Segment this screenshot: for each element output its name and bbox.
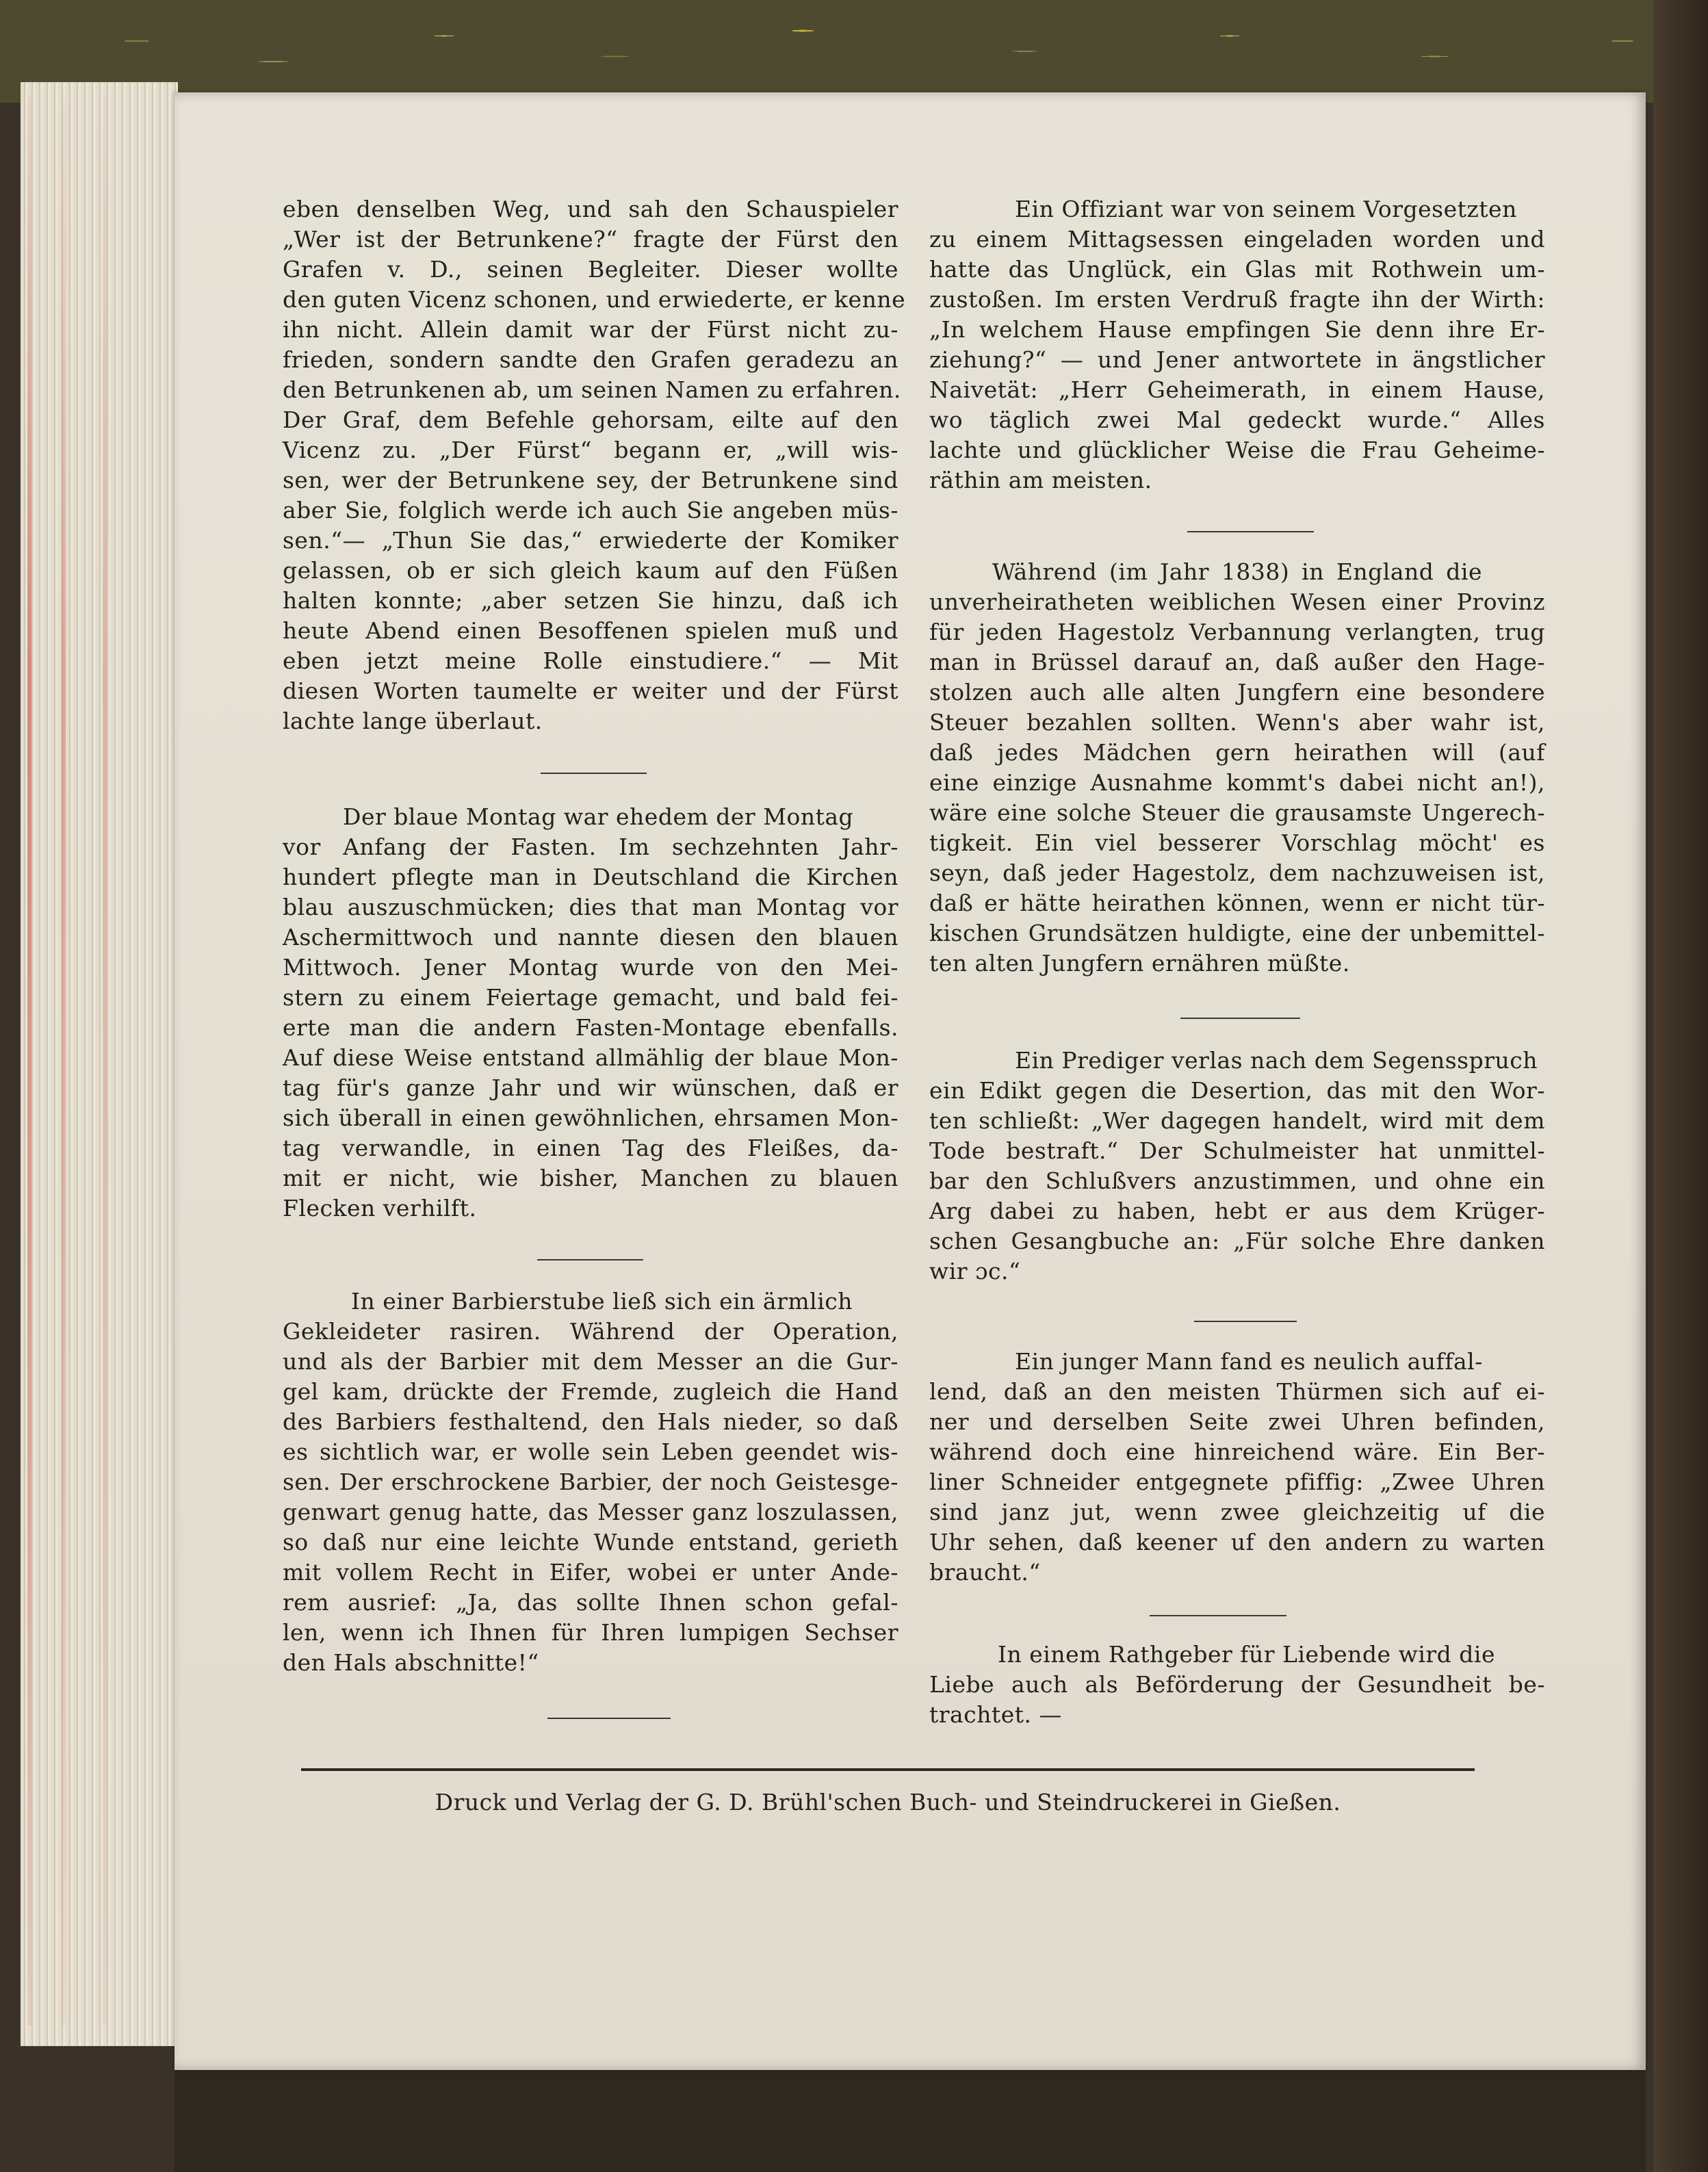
text-line: trachtet. — [929,1701,1062,1728]
text-line: sich überall in einen gewöhnlichen, ehrsamen Mon- [283,1104,898,1131]
text-line: tag verwandle, in einen Tag des Fleißes, da- [283,1135,898,1161]
red-edge-stain [62,96,66,2026]
text-line: für jeden Hagestolz Verbannung verlangten, trug [929,619,1545,645]
text-line: sen. Der erschrockene Barbier, der noch Geistesge- [283,1469,898,1495]
text-line: In einem Rathgeber für Liebende wird die [998,1641,1495,1668]
text-line: „In welchem Hause empfingen Sie denn ihre Er- [929,316,1545,343]
text-line: des Barbiers festhaltend, den Hals nieder, so daß [283,1408,898,1435]
text-line: lachte und glücklicher Weise die Frau Geheime- [929,437,1545,463]
text-line: genwart genug hatte, das Messer ganz loszulassen, [283,1499,898,1525]
text-line: ner und derselben Seite zwei Uhren befinden, [929,1408,1545,1435]
text-line: ein Edikt gegen die Desertion, das mit den Wor- [929,1077,1545,1104]
left-paragraph-2 [283,802,898,1224]
text-line: den Betrunkenen ab, um seinen Namen zu erfahren. [283,376,901,403]
text-line: wo täglich zwei Mal gedeckt wurde.“ Alles [929,406,1545,433]
text-line: aber Sie, folglich werde ich auch Sie angeben müs- [283,497,898,523]
text-line: Uhr sehen, daß keener uf den andern zu warten [929,1529,1545,1555]
text-line: hatte das Unglück, ein Glas mit Rothwein um- [929,256,1545,283]
text-line: räthin am meisten. [929,467,1152,493]
text-line: sind janz jut, wenn zwee gleichzeitig uf die [929,1499,1545,1525]
text-line: In einer Barbierstube ließ sich ein ärmlich [351,1288,853,1315]
text-line: mit er nicht, wie bisher, Manchen zu blauen [283,1165,898,1191]
left-paragraph-1 [283,194,906,736]
text-line: Mittwoch. Jener Montag wurde von den Mei- [283,954,898,981]
text-line: gelassen, ob er sich gleich kaum auf den Füßen [283,557,898,584]
text-line: tag für's ganze Jahr und wir wünschen, daß er [283,1074,898,1101]
text-line: Ein Prediger verlas nach dem Segensspruch [1015,1047,1538,1074]
red-edge-stain [103,96,107,2026]
section-divider [1150,1615,1286,1616]
text-line: gel kam, drückte der Fremde, zugleich die Hand [283,1378,898,1405]
text-line: liner Schneider entgegnete pfiffig: „Zwee Uhren [929,1469,1545,1495]
text-line: daß er hätte heirathen können, wenn er nicht tür- [929,890,1545,916]
text-line: hundert pflegte man in Deutschland die Kirchen [283,864,898,890]
text-line: es sichtlich war, er wolle sein Leben geendet wis- [283,1438,898,1465]
text-line: Naivetät: „Herr Geheimerath, in einem Hause, [929,376,1545,403]
right-paragraph-3 [929,1046,1545,1287]
text-line: Flecken verhilft. [283,1195,477,1221]
text-line: Liebe auch als Beförderung der Gesundheit be- [929,1671,1545,1698]
right-paragraph-2 [929,557,1545,979]
text-line: Grafen v. D., seinen Begleiter. Dieser wollte [283,256,898,283]
text-line: Während (im Jahr 1838) in England die [992,558,1482,585]
right-paragraph-5 [929,1640,1545,1730]
text-line: Der blaue Montag war ehedem der Montag [343,803,854,830]
text-line: Tode bestraft.“ Der Schulmeister hat unmittel- [929,1137,1545,1164]
text-line: diesen Worten taumelte er weiter und der Fürst [283,677,898,704]
text-line: sen.“— „Thun Sie das,“ erwiederte der Komiker [283,527,898,554]
text-line: vor Anfang der Fasten. Im sechzehnten Jahr- [283,833,898,860]
text-line: Ein Offiziant war von seinem Vorgesetzten [1015,196,1517,222]
text-line: halten konnte; „aber setzen Sie hinzu, daß ich [283,587,898,614]
section-divider [1180,1018,1300,1019]
text-line: blau auszuschmücken; dies that man Montag vor [283,894,898,920]
footer-rule [301,1768,1475,1771]
text-line: eine einzige Ausnahme kommt's dabei nicht an!), [929,769,1545,796]
text-line: daß jedes Mädchen gern heirathen will (auf [929,739,1545,766]
text-line: „Wer ist der Betrunkene?“ fragte der Fürst den [283,226,898,253]
text-line: Ein junger Mann fand es neulich auffal- [1015,1348,1483,1375]
text-line: stern zu einem Feiertage gemacht, und bald fei- [283,984,898,1011]
text-line: tigkeit. Ein viel besserer Vorschlag möcht' es [929,829,1545,856]
text-line: wäre eine solche Steuer die grausamste Ungerech- [929,799,1545,826]
text-line: kischen Grundsätzen huldigte, eine der unbemittel- [929,920,1545,946]
text-line: zu einem Mittagsessen eingeladen worden und [929,226,1545,253]
text-line: eben denselben Weg, und sah den Schauspieler [283,196,898,222]
text-line: braucht.“ [929,1559,1041,1586]
text-line: stolzen auch alle alten Jungfern eine besondere [929,679,1545,706]
right-paragraph-4 [929,1347,1545,1588]
text-line: Der Graf, dem Befehle gehorsam, eilte auf den [283,406,898,433]
text-line: und als der Barbier mit dem Messer an die Gur- [283,1348,898,1375]
text-line: erte man die andern Fasten-Montage ebenfalls. [283,1014,898,1041]
section-divider [537,1259,643,1260]
text-line: ihn nicht. Allein damit war der Fürst nicht zu- [283,316,898,343]
text-line: bar den Schlußvers anzustimmen, und ohne ein [929,1167,1545,1194]
red-edge-stain [27,96,31,2026]
text-line: Arg dabei zu haben, hebt er aus dem Krüger- [929,1198,1545,1224]
left-paragraph-3 [283,1287,898,1678]
section-divider [1187,531,1314,532]
section-divider [1194,1321,1297,1322]
text-line: Auf diese Weise entstand allmählig der blaue Mon- [283,1044,898,1071]
text-line: len, wenn ich Ihnen für Ihren lumpigen Sechser [283,1619,898,1646]
text-line: eben jetzt meine Rolle einstudiere.“ — Mit [283,647,898,674]
text-line: unverheiratheten weiblichen Wesen einer Provinz [929,589,1545,615]
text-line: zustoßen. Im ersten Verdruß fragte ihn der Wirth: [929,286,1545,313]
page-block-edge [21,82,178,2046]
text-line: Vicenz zu. „Der Fürst“ begann er, „will wis- [283,437,898,463]
text-line: schen Gesangbuche an: „Für solche Ehre danken [929,1228,1545,1254]
text-line: den Hals abschnitte!“ [283,1649,539,1676]
page-bottom-shadow [174,2070,1646,2172]
text-line: Aschermittwoch und nannte diesen den blauen [283,924,898,951]
text-line: Steuer bezahlen sollten. Wenn's aber wahr ist, [929,709,1545,736]
right-cover-board [1653,0,1708,2172]
text-line: seyn, daß jeder Hagestolz, dem nachzuweisen ist, [929,859,1545,886]
text-line: man in Brüssel darauf an, daß außer den Hage- [929,649,1545,675]
text-line: während doch eine hinreichend wäre. Ein Ber- [929,1438,1545,1465]
text-line: ten schließt: „Wer dagegen handelt, wird mit dem [929,1107,1545,1134]
right-paragraph-1 [929,194,1545,495]
text-line: lachte lange überlaut. [283,708,543,734]
text-line: mit vollem Recht in Eifer, wobei er unter Ande- [283,1559,898,1586]
text-line: lend, daß an den meisten Thürmen sich auf ei- [929,1378,1545,1405]
text-line: wir ɔc.“ [929,1258,1021,1284]
text-line: rem ausrief: „Ja, das sollte Ihnen schon gefal- [283,1589,898,1616]
text-line: heute Abend einen Besoffenen spielen muß und [283,617,898,644]
text-line: sen, wer der Betrunkene sey, der Betrunkene sind [283,467,898,493]
text-line: den guten Vicenz schonen, und erwiederte, er kenne [283,286,906,313]
marbled-cover-board [0,0,1708,103]
text-line: ziehung?“ — und Jener antwortete in ängstlicher [929,346,1545,373]
section-divider [547,1718,671,1719]
text-line: ten alten Jungfern ernähren müßte. [929,950,1350,977]
printer-imprint: Druck und Verlag der G. D. Brühl'schen Buch- und Steindruckerei in Gießen. [435,1789,1341,1815]
section-divider [541,773,647,774]
text-line: so daß nur eine leichte Wunde entstand, gerieth [283,1529,898,1555]
text-line: frieden, sondern sandte den Grafen geradezu an [283,346,898,373]
text-line: Gekleideter rasiren. Während der Operation, [283,1318,898,1345]
